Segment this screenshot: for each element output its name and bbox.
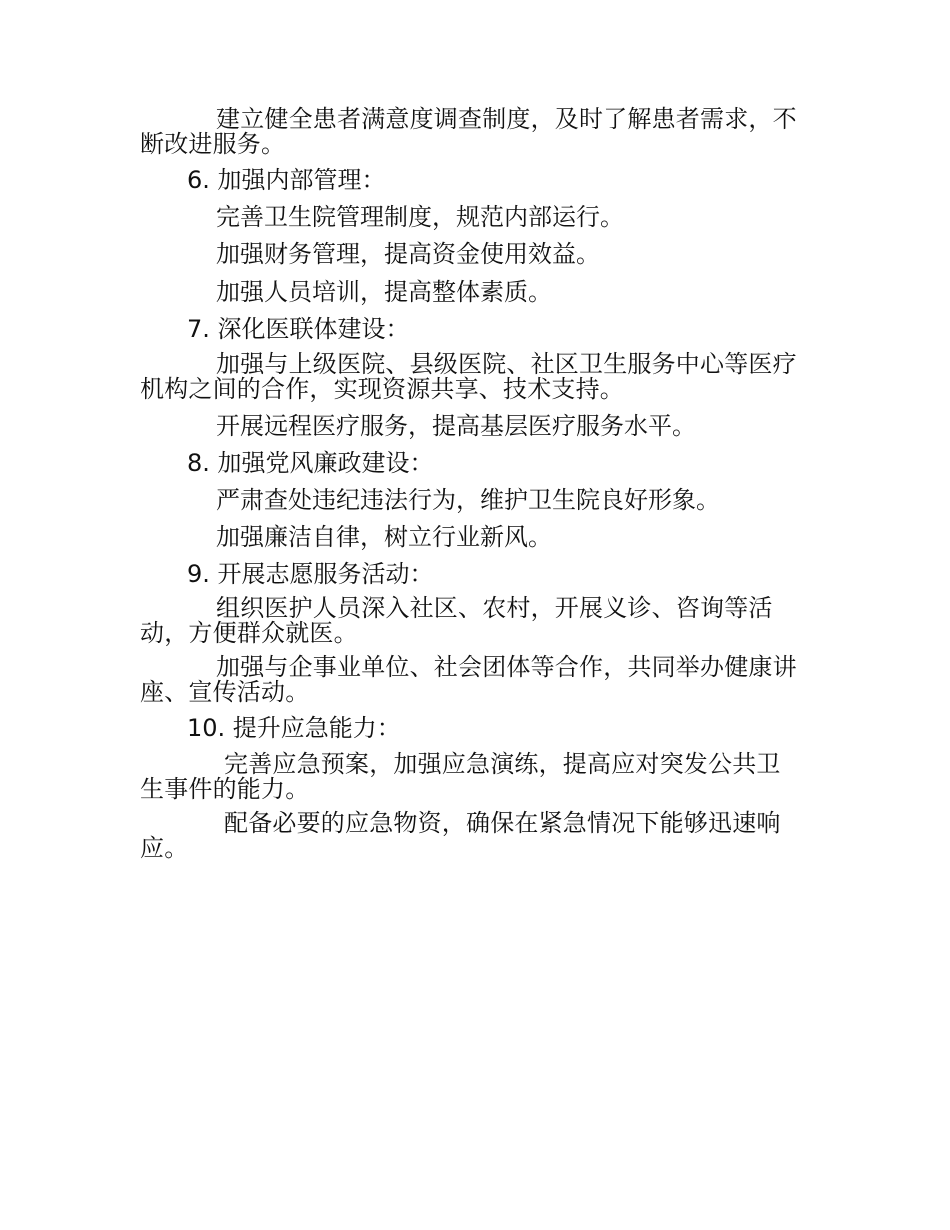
- section-10-item-2: 配备必要的应急物资，确保在紧急情况下能够迅速响应。: [140, 809, 781, 862]
- section-9-heading: 9. 开展志愿服务活动：: [187, 560, 434, 588]
- section-6-item-2: 加强财务管理，提高资金使用效益。: [216, 240, 600, 268]
- section-9-item-2: 加强与企事业单位、社会团体等合作，共同举办健康讲座、宣传活动。: [140, 653, 797, 706]
- section-9-item-1: 组织医护人员深入社区、农村，开展义诊、咨询等活动，方便群众就医。: [140, 594, 773, 647]
- paragraph-satisfaction: 建立健全患者满意度调查制度，及时了解患者需求，不断改进服务。: [140, 105, 797, 158]
- section-6-heading: 6. 加强内部管理：: [187, 166, 386, 194]
- section-7-item-2: 开展远程医疗服务，提高基层医疗服务水平。: [216, 412, 696, 440]
- section-8-heading: 8. 加强党风廉政建设：: [187, 449, 434, 477]
- section-10-heading: 10. 提升应急能力：: [187, 714, 401, 742]
- section-6-item-1: 完善卫生院管理制度，规范内部运行。: [216, 203, 624, 231]
- section-8-item-1: 严肃查处违纪违法行为，维护卫生院良好形象。: [216, 486, 720, 514]
- section-7-item-1: 加强与上级医院、县级医院、社区卫生服务中心等医疗机构之间的合作，实现资源共享、技术支持。: [140, 350, 797, 403]
- section-7-heading: 7. 深化医联体建设：: [187, 315, 410, 343]
- section-10-item-1: 完善应急预案，加强应急演练，提高应对突发公共卫生事件的能力。: [140, 750, 781, 803]
- section-8-item-2: 加强廉洁自律，树立行业新风。: [216, 523, 552, 551]
- section-6-item-3: 加强人员培训，提高整体素质。: [216, 278, 552, 306]
